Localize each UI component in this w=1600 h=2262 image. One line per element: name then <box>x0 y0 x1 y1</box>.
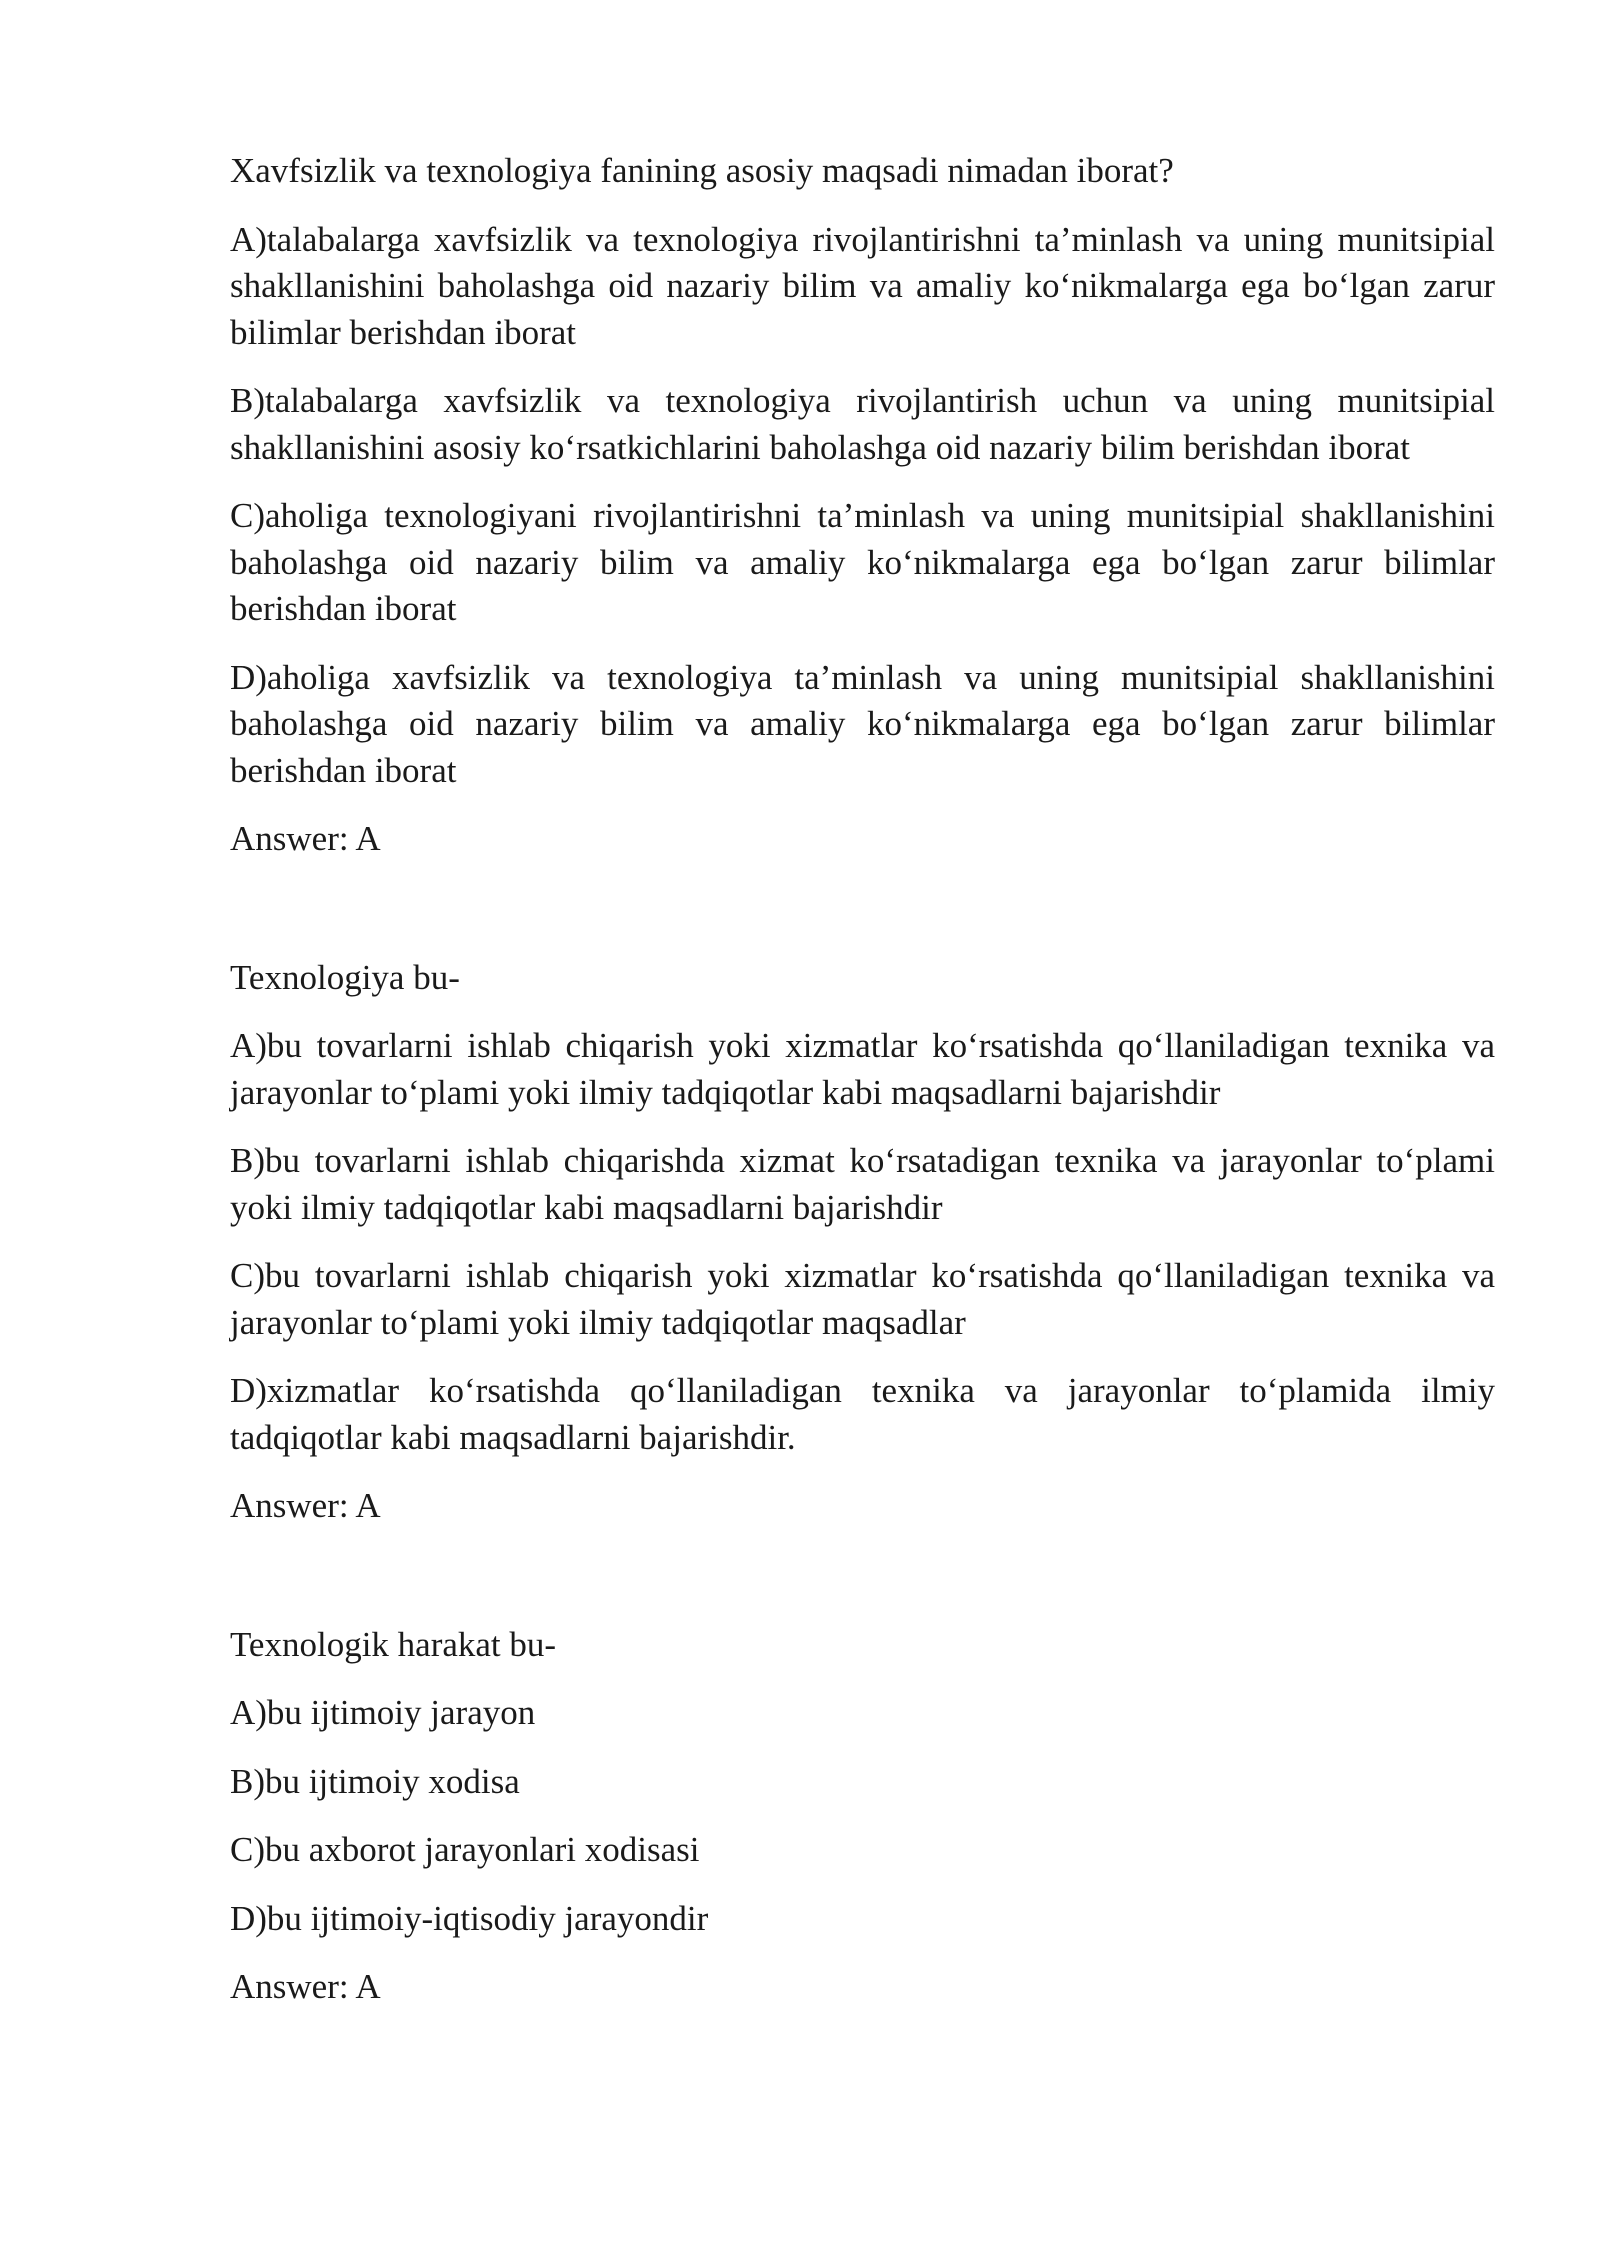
question-block-3 <box>230 1622 1495 2011</box>
option-d: D)xizmatlar ko‘rsatishda qo‘llaniladigan texnika va jarayonlar to‘plamida ilmiy tadqiqotlar kabi maqsadlarni bajarishdir. <box>230 1371 1495 1457</box>
question-text: Texnologiya bu- <box>230 957 460 997</box>
document-page <box>230 148 1495 2011</box>
option-d: D)aholiga xavfsizlik va texnologiya ta’minlash va uning munitsipial shakllanishini baholashga oid nazariy bilim va amaliy ko‘nikmalarga ega bo‘lgan zarur bilimlar berishdan iborat <box>230 657 1495 790</box>
option-b: B)bu tovarlarni ishlab chiqarishda xizmat ko‘rsatadigan texnika va jarayonlar to‘plami yoki ilmiy tadqiqotlar kabi maqsadlarni bajarishdir <box>230 1141 1495 1227</box>
option-d: D)bu ijtimoiy-iqtisodiy jarayondir <box>230 1898 709 1938</box>
option-b: B)talabalarga xavfsizlik va texnologiya rivojlantirish uchun va uning munitsipial shakllanishini asosiy ko‘rsatkichlarini baholashga oid nazariy bilim berishdan iborat <box>230 381 1495 467</box>
answer-line: Answer: A <box>230 1967 381 2006</box>
option-a: A)bu ijtimoiy jarayon <box>230 1693 536 1732</box>
option-c: C)bu tovarlarni ishlab chiqarish yoki xizmatlar ko‘rsatishda qo‘llaniladigan texnika va jarayonlar to‘plami yoki ilmiy tadqiqotlar maqsadlar <box>230 1256 1495 1342</box>
option-c: C)bu axborot jarayonlari xodisasi <box>230 1830 700 1869</box>
question-text: Xavfsizlik va texnologiya fanining asosiy maqsadi nimadan iborat? <box>230 151 1174 190</box>
option-a: A)bu tovarlarni ishlab chiqarish yoki xizmatlar ko‘rsatishda qo‘llaniladigan texnika va jarayonlar to‘plami yoki ilmiy tadqiqotlar kabi maqsadlarni bajarishdir <box>230 1026 1495 1112</box>
question-text: Texnologik harakat bu- <box>230 1624 557 1664</box>
option-a: A)talabalarga xavfsizlik va texnologiya rivojlantirishni ta’minlash va uning munitsipial shakllanishini baholashga oid nazariy bilim va amaliy ko‘nikmalarga ega bo‘lgan zarur bilimlar berishdan iborat <box>230 219 1495 352</box>
option-b: B)bu ijtimoiy xodisa <box>230 1761 520 1801</box>
answer-line: Answer: A <box>230 819 381 858</box>
option-c: C)aholiga texnologiyani rivojlantirishni ta’minlash va uning munitsipial shakllanishini baholashga oid nazariy bilim va amaliy ko‘nikmalarga ega bo‘lgan zarur bilimlar berishdan iborat <box>230 496 1495 628</box>
answer-line: Answer: A <box>230 1486 381 1525</box>
question-block-1 <box>230 148 1495 863</box>
question-block-2 <box>230 955 1495 1530</box>
